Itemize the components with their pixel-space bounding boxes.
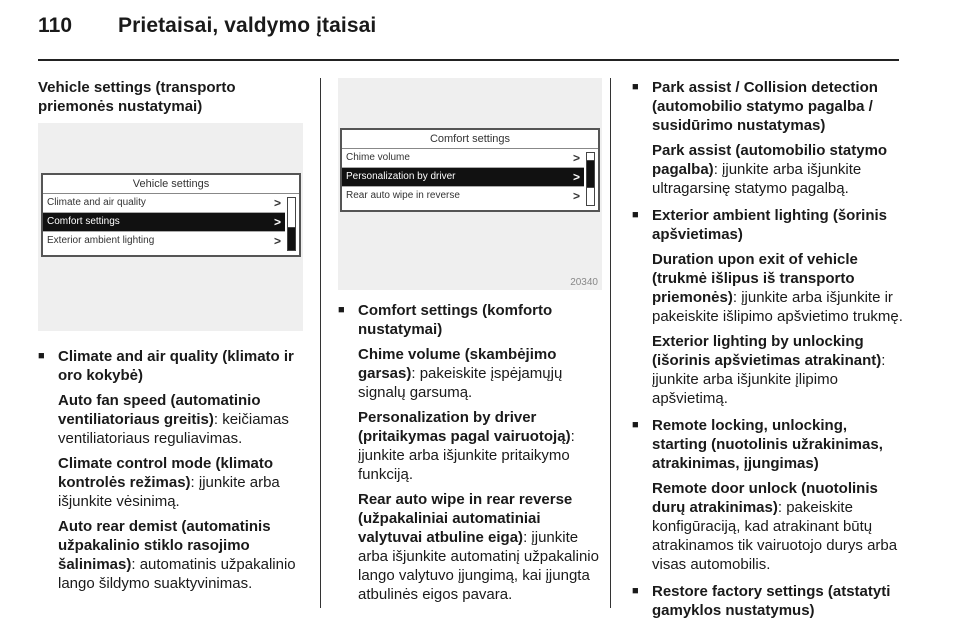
menu-row-selected [342, 168, 584, 187]
column-1 [38, 78, 308, 116]
chevron-right-icon: > [572, 151, 580, 165]
menu-row-selected [43, 213, 285, 232]
setting-name: Climate control mode (klimato kontrolės režimas) [58, 455, 274, 491]
setting-name: Exterior lighting by unlocking (išorinis apšvietimas atrakinant) [652, 333, 882, 369]
section-title: Vehicle settings (transporto priemonės nustatymai) [38, 79, 236, 115]
menu-row-label: Chime volume [346, 152, 410, 163]
image-code: 20340 [570, 277, 598, 288]
header-rule [38, 59, 899, 61]
setting-desc: : įjunkite arba išjunkite automatinį užpakalinio lango valytuvo įjungimą, kai įjungta atbulinės eigos pavara. [358, 529, 599, 603]
setting-desc: : įjunkite arba išjunkite įlipimo apšvietimą. [652, 352, 886, 407]
bullet-heading: ■ Remote locking, unlocking, starting (nuotolinis užrakinimas, atrakinimas, įjungimas) [632, 416, 904, 473]
bullet-heading: ■ Restore factory settings (atstatyti gamyklos nustatymus) [632, 582, 904, 620]
chevron-right-icon: > [273, 196, 281, 210]
page-header [38, 14, 376, 38]
setting-name: Personalization by driver (pritaikymas pagal vairuotoją) [358, 409, 571, 445]
screen-title: Comfort settings [342, 130, 598, 149]
menu-row [43, 194, 285, 213]
setting-desc: : įjunkite arba išjunkite ultragarsinę statymo pagalbą. [652, 161, 862, 197]
setting-paragraph [38, 391, 310, 448]
setting-name: Duration upon exit of vehicle (trukmė išlipus iš transporto priemonės) [652, 251, 858, 306]
setting-paragraph [632, 141, 904, 198]
setting-paragraph [632, 250, 904, 326]
bullet-heading: ■ Climate and air quality (klimato ir oro kokybė) [38, 347, 310, 385]
setting-name: Auto fan speed (automatinio ventiliatoriaus greitis) [58, 392, 261, 428]
setting-paragraph [338, 408, 604, 484]
setting-paragraph [632, 332, 904, 408]
chevron-right-icon: > [572, 170, 580, 184]
comfort-settings-screen [340, 128, 600, 212]
chevron-right-icon: > [572, 189, 580, 203]
menu-row-label: Comfort settings [47, 216, 120, 227]
page-number: 110 [38, 14, 73, 37]
column-1-body [38, 347, 310, 593]
screen-title: Vehicle settings [43, 175, 299, 194]
bullet-heading: ■ Exterior ambient lighting (šorinis apšvietimas) [632, 206, 904, 244]
vehicle-settings-screen [41, 173, 301, 257]
setting-desc: : įjunkite arba išjunkite pritaikymo funkciją. [358, 428, 575, 483]
setting-paragraph [38, 454, 310, 511]
menu-row [43, 232, 285, 250]
setting-desc: : įjunkite arba išjunkite ir pakeiskite išlipimo apšvietimo trukmę. [652, 289, 903, 325]
setting-desc: : pakeiskite įspėjamųjų signalų garsumą. [358, 365, 563, 401]
menu-row-label: Rear auto wipe in reverse [346, 190, 460, 201]
column-divider-2 [610, 78, 611, 608]
chevron-right-icon: > [273, 234, 281, 248]
setting-name: Auto rear demist (automatinis užpakalinio stiklo rasojimo šalinimas) [58, 518, 271, 573]
setting-desc: : įjunkite arba išjunkite vėsinimą. [58, 474, 280, 510]
bullet-heading: ■ Park assist / Collision detection (automobilio statymo pagalba / susidūrimo nustatymas) [632, 78, 904, 135]
setting-desc: : pakeiskite konfigūraciją, kad atrakinant būtų atrakinamos tik vairuotojo durys arba visas automobilis. [652, 499, 898, 573]
setting-paragraph [338, 345, 604, 402]
setting-desc: : automatinis užpakalinio lango šildymo suaktyvinimas. [58, 556, 296, 592]
setting-name: Rear auto wipe in rear reverse (užpakaliniai automatiniai valytuvai atbuline eiga) [358, 491, 573, 546]
menu-row-label: Exterior ambient lighting [47, 235, 155, 246]
column-2-body [338, 301, 604, 604]
bullet-heading: ■ Comfort settings (komforto nustatymai) [338, 301, 604, 339]
menu-row [342, 149, 584, 168]
setting-name: Park assist (automobilio statymo pagalba) [652, 142, 888, 178]
scrollbar-thumb [287, 227, 296, 251]
page-title: Prietaisai, valdymo įtaisai [118, 14, 377, 37]
menu-row-label: Personalization by driver [346, 171, 456, 182]
column-3 [632, 78, 904, 620]
setting-paragraph [338, 490, 604, 604]
vehicle-settings-illustration [38, 123, 303, 331]
setting-name: Chime volume (skambėjimo garsas) [358, 346, 557, 382]
setting-desc: : keičiamas ventiliatoriaus reguliavimas. [58, 411, 289, 447]
setting-paragraph [632, 479, 904, 574]
column-divider-1 [320, 78, 321, 608]
chevron-right-icon: > [273, 215, 281, 229]
menu-row [342, 187, 584, 205]
comfort-settings-illustration [338, 78, 602, 290]
scrollbar-thumb [586, 160, 595, 188]
setting-name: Remote door unlock (nuotolinis durų atrakinimas) [652, 480, 878, 516]
menu-row-label: Climate and air quality [47, 197, 146, 208]
setting-paragraph [38, 517, 310, 593]
